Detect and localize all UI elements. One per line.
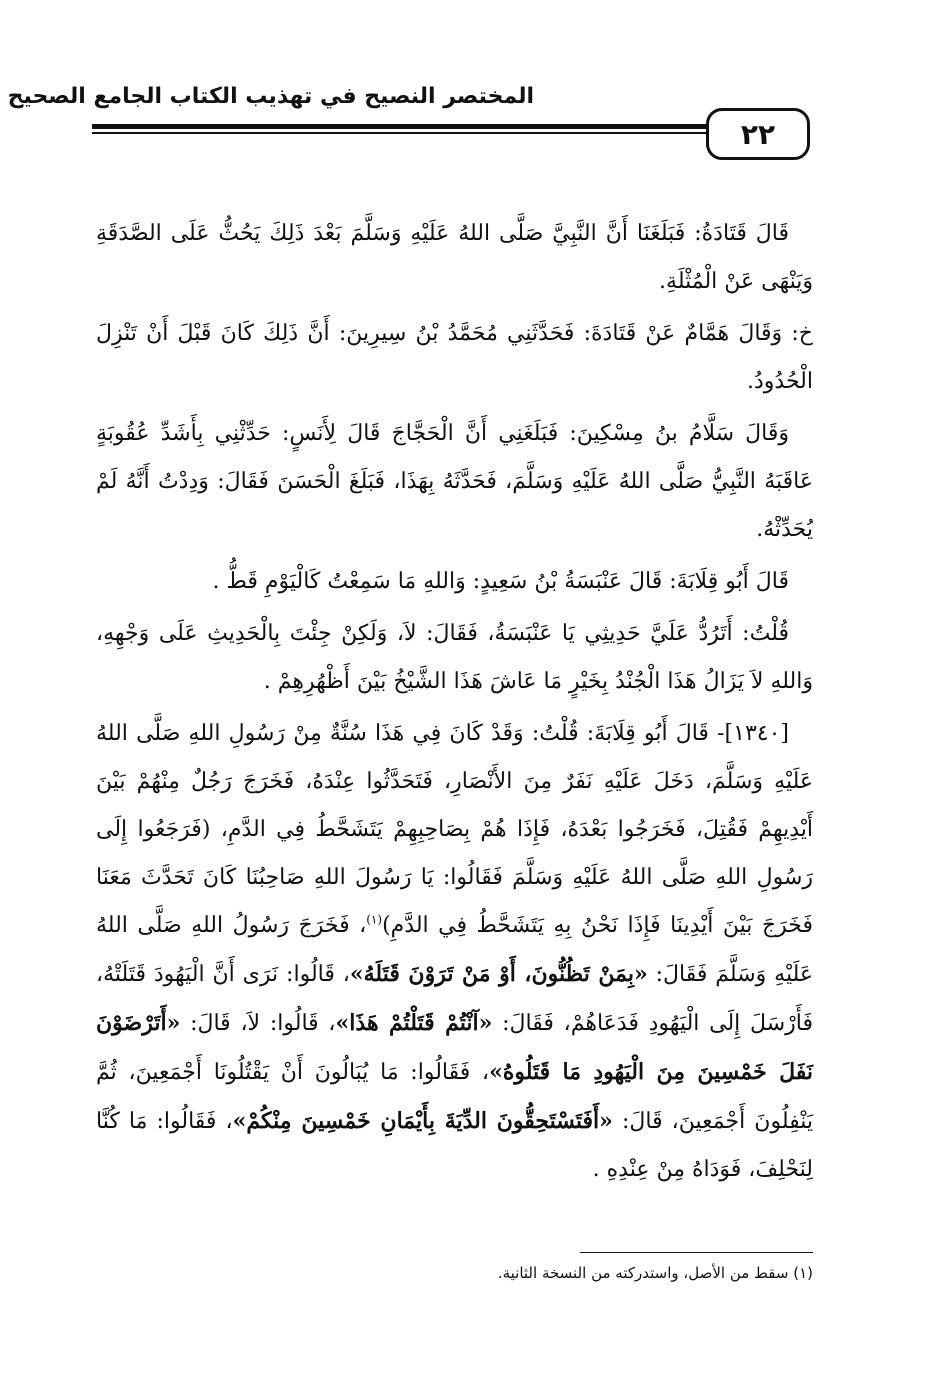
prophetic-quote-2: «آنْتُمْ قَتَلْتُمْ هَذَا» (335, 1010, 493, 1036)
main-text (96, 210, 813, 1198)
prophetic-quote-3: «أَتَرْضَوْنَ نَفَلَ خَمْسِينَ مِنَ الْيَهُودِ مَا قَتَلُوهُ» (96, 1010, 813, 1085)
prophetic-quote-1: «بِمَنْ تَظُنُّونَ، أَوْ مَنْ تَرَوْنَ قَتَلَهُ» (349, 961, 648, 987)
footnote-separator (580, 1252, 813, 1253)
header-rule (92, 124, 708, 129)
paragraph-5: قُلْتُ: أَتَرُدُّ عَلَيَّ حَدِيثِي يَا عَنْبَسَةُ، فَقَالَ: لاَ، وَلَكِنْ جِئْتَ بِالْحَدِيثِ عَلَى وَجْهِهِ، وَاللهِ لاَ يَزَالُ هَذَا الْجُنْدُ بِخَيْرٍ مَا عَاشَ هَذَا الشَّيْخُ بَيْنَ أَظْهُرِهِمْ . (96, 621, 813, 694)
hadith-text-e: ، فَقَالُوا: مَا يُبَالُونَ أَنْ يَقْتُلُونَا أَجْمَعِينَ، ثُمَّ يَنْفِلُونَ أَجْمَعِينَ، قَالَ: (96, 1060, 814, 1134)
paragraph-hadith-1340 (96, 710, 813, 1194)
page-number: ٢٢ (706, 108, 810, 160)
paragraph-4: قَالَ أَبُو قِلَابَةَ: قَالَ عَنْبَسَةُ بْنُ سَعِيدٍ: وَاللهِ مَا سَمِعْتُ كَالْيَوْمِ قَطُّ . (212, 569, 789, 594)
footnote: (١) سقط من الأصل، واستدركته من النسخة الثانية. (497, 1264, 813, 1282)
prophetic-quote-4: «أَفَتَسْتَحِقُّونَ الدِّيَةَ بِأَيْمَانِ خَمْسِينَ مِنْكُمْ» (232, 1108, 613, 1134)
hadith-text-c: ، قَالُوا: نَرَى أَنَّ الْيَهُودَ قَتَلَتْهُ، فَأَرْسَلَ إِلَى الْيَهُودِ فَدَعَاهُمْ، فَقَالَ: (96, 962, 813, 1036)
footnote-ref: (١) (366, 912, 383, 927)
page-header (7, 84, 812, 164)
hadith-text-f: ، فَقَالُوا: مَا كُنَّا لِنَحْلِفَ، فَوَدَاهُ مِنْ عِنْدِهِ . (96, 1109, 813, 1182)
running-title: المختصر النصيح في تهذيب الكتاب الجامع الصحيح (7, 84, 534, 109)
paragraph-3: وَقَالَ سَلَّامُ بنُ مِسْكِينَ: فَبَلَغَنِي أَنَّ الْحَجَّاجَ قَالَ لِأَنَسٍ: حَدِّثْنِي بِأَشَدِّ عُقُوبَةٍ عَاقَبَهُ النَّبِيُّ صَلَّى اللهُ عَلَيْهِ وَسَلَّمَ، فَحَدَّثَهُ بِهَذَا، فَبَلَغَ الْحَسَنَ فَقَالَ: وَدِدْتُ أَنَّهُ لَمْ يُحَدِّثْهُ. (96, 421, 813, 542)
hadith-text-b: ، فَخَرَجَ رَسُولُ اللهِ صَلَّى اللهُ عَلَيْهِ وَسَلَّمَ فَقَالَ: (96, 913, 814, 987)
header-rule-thin (92, 132, 708, 134)
hadith-text-a: [١٣٤٠]- قَالَ أَبُو قِلَابَةَ: قُلْتُ: وَقَدْ كَانَ فِي هَذَا سُنَّةٌ مِنْ رَسُولِ اللهِ صَلَّى اللهُ عَلَيْهِ وَسَلَّمَ، دَخَلَ عَلَيْهِ نَفَرٌ مِنَ الأَنْصَارِ، فَتَحَدَّثُوا عِنْدَهُ، فَخَرَجَ رَجُلٌ مِنْهُمْ بَيْنَ أَيْدِيهِمْ فَقُتِلَ، فَخَرَجُوا بَعْدَهُ، فَإِذَا هُمْ بِصَاحِبِهِمْ يَتَشَحَّطُ فِي الدَّمِ، (فَرَجَعُوا إِلَى رَسُولِ اللهِ صَلَّى اللهُ عَلَيْهِ وَسَلَّمَ فَقَالُوا: يَا رَسُولَ اللهِ صَاحِبُنَا كَانَ تَحَدَّثَ مَعَنَا فَخَرَجَ بَيْنَ أَيْدِينَا فَإِذَا نَحْنُ بِهِ يَتَشَحَّطُ فِي الدَّمِ) (96, 721, 813, 938)
paragraph-1: قَالَ قَتَادَةُ: فَبَلَغَنَا أَنَّ النَّبِيَّ صَلَّى اللهُ عَلَيْهِ وَسَلَّمَ بَعْدَ ذَلِكَ يَحُثُّ عَلَى الصَّدَقَةِ وَيَنْهَى عَنْ الْمُثْلَةِ. (96, 221, 813, 294)
paragraph-2: خ: وَقَالَ هَمَّامٌ عَنْ قَتَادَةَ: فَحَدَّثَنِي مُحَمَّدُ بْنُ سِيرِينَ: أَنَّ ذَلِكَ كَانَ قَبْلَ أَنْ تَنْزِلَ الْحُدُودُ. (96, 321, 813, 394)
hadith-text-d: ، قَالُوا: لاَ، قَالَ: (180, 1011, 336, 1036)
